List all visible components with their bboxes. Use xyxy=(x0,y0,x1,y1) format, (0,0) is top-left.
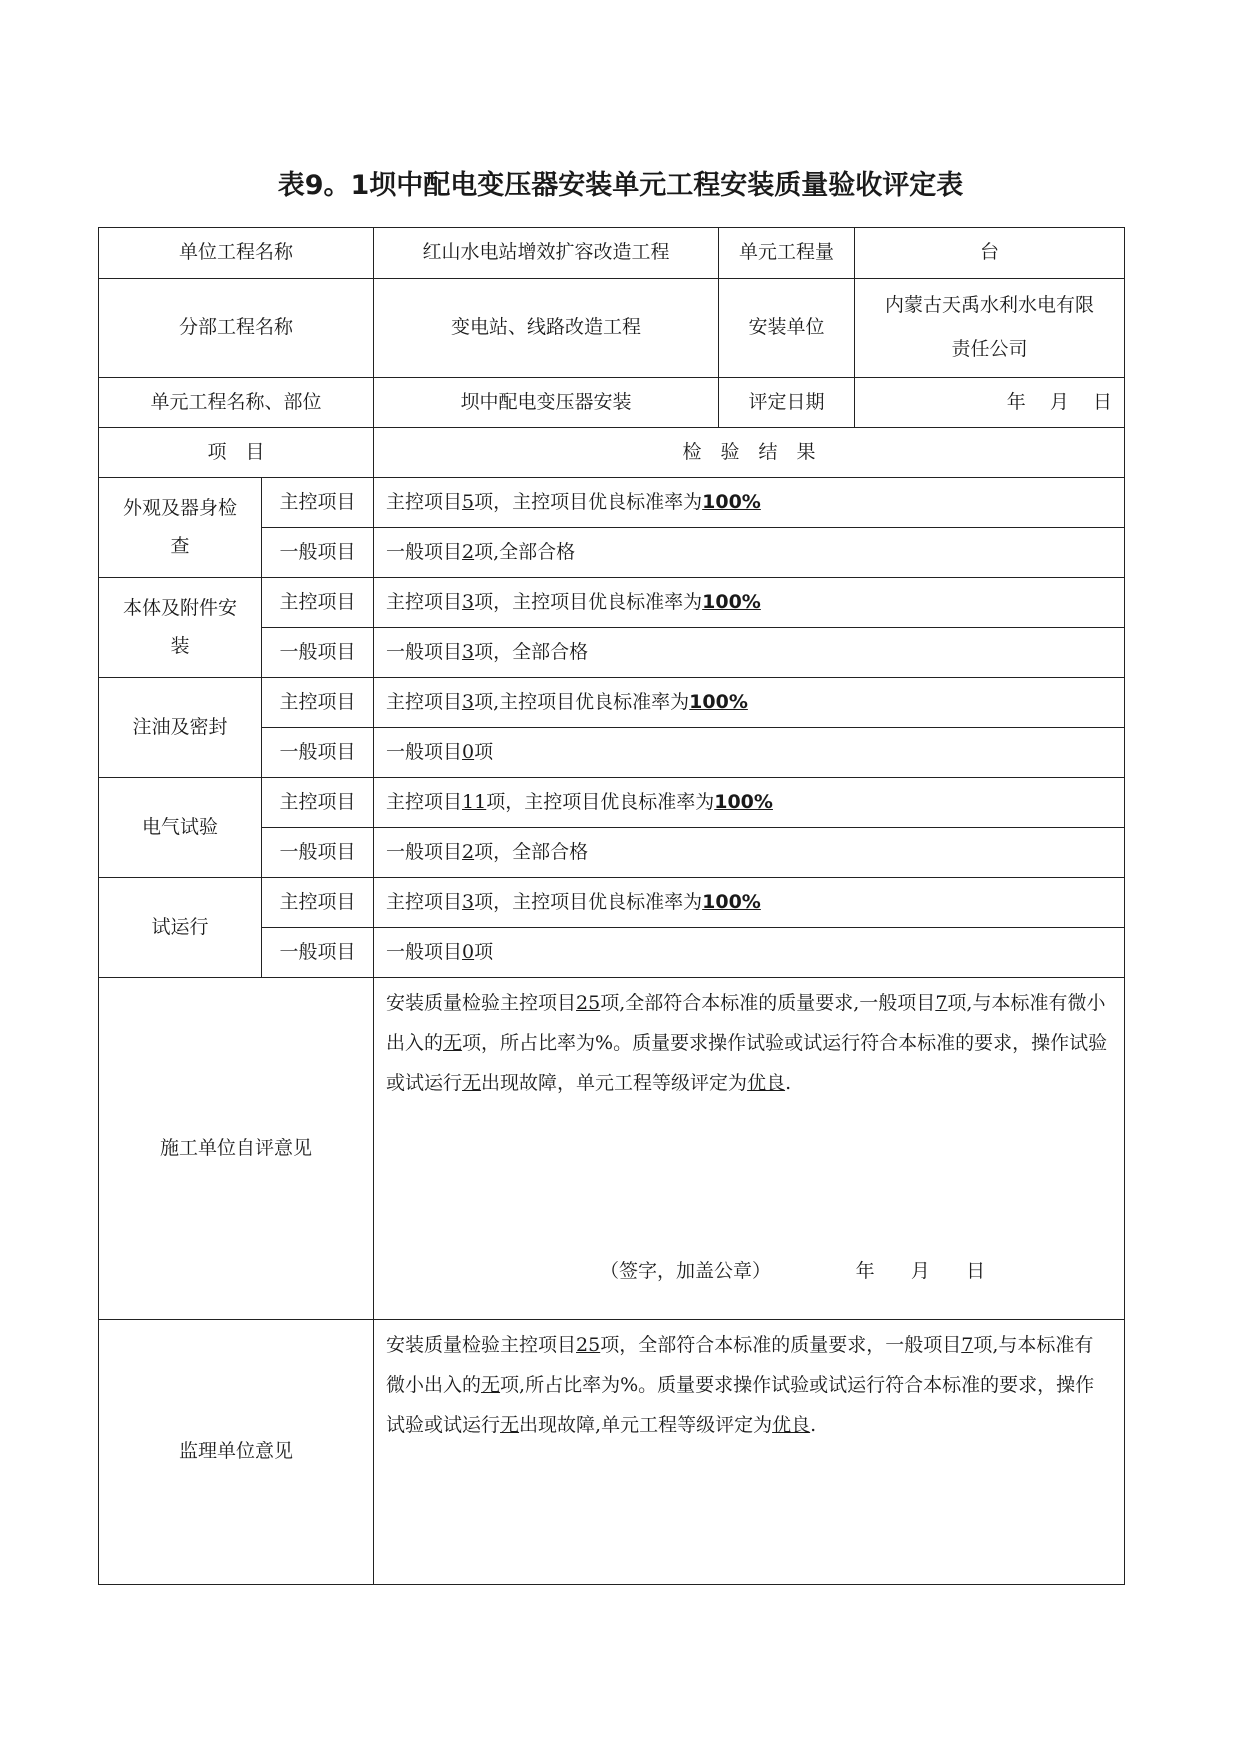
page-title: 表9。1坝中配电变压器安装单元工程安装质量验收评定表 xyxy=(277,170,964,201)
signature-label: （签字，加盖公章） xyxy=(600,1259,772,1282)
supervisor-opinion-label: 监理单位意见 xyxy=(99,1320,374,1585)
fault-status: 无 xyxy=(462,1071,482,1094)
deviation-count: 无 xyxy=(443,1031,463,1054)
item-result: 主控项目11项，主控项目优良标准率为100% xyxy=(374,778,1125,828)
item-result: 主控项目5项，主控项目优良标准率为100% xyxy=(374,478,1125,528)
signature-date: 年 月 日 xyxy=(855,1259,986,1282)
supervisor-opinion xyxy=(374,1320,1125,1585)
section-name-line-1: 本体及附件安 xyxy=(122,597,237,620)
unit-project-label: 单位工程名称 xyxy=(99,228,374,279)
section-name-line-2: 装 xyxy=(170,634,190,657)
table-row xyxy=(99,878,1125,928)
item-type: 一般项目 xyxy=(262,828,374,878)
item-count: 11 xyxy=(462,790,487,813)
division-row xyxy=(99,279,1125,378)
quality-grade: 优良 xyxy=(747,1071,786,1094)
item-count: 2 xyxy=(462,540,475,563)
main-item-count: 25 xyxy=(576,1334,601,1356)
division-value: 变电站、线路改造工程 xyxy=(374,279,719,378)
item-count: 3 xyxy=(462,590,475,613)
fault-status: 无 xyxy=(500,1413,520,1436)
item-type: 主控项目 xyxy=(262,478,374,528)
pass-rate: 100% xyxy=(702,490,761,513)
item-result: 主控项目3项，主控项目优良标准率为100% xyxy=(374,578,1125,628)
item-result: 一般项目0项 xyxy=(374,928,1125,978)
element-name-label: 单元工程名称、部位 xyxy=(99,378,374,428)
installer-label: 安装单位 xyxy=(719,279,855,378)
item-type: 一般项目 xyxy=(262,728,374,778)
deviation-count: 无 xyxy=(481,1373,501,1396)
table-row xyxy=(99,678,1125,728)
signature-line xyxy=(386,1252,1112,1292)
element-name-row xyxy=(99,378,1125,428)
section-name xyxy=(99,478,262,578)
table-row xyxy=(99,478,1125,528)
division-label: 分部工程名称 xyxy=(99,279,374,378)
installer-line-2: 责任公司 xyxy=(951,338,1028,360)
eval-date-label: 评定日期 xyxy=(719,378,855,428)
eval-date-value: 年 月 日 xyxy=(855,378,1125,428)
unit-project-value: 红山水电站增效扩容改造工程 xyxy=(374,228,719,279)
section-name xyxy=(99,578,262,678)
pass-rate: 100% xyxy=(714,790,773,813)
item-count: 3 xyxy=(462,640,475,663)
element-qty-label: 单元工程量 xyxy=(719,228,855,279)
item-type: 主控项目 xyxy=(262,878,374,928)
installer-value xyxy=(855,279,1125,378)
table-row xyxy=(99,578,1125,628)
item-count: 0 xyxy=(462,740,475,763)
item-type: 主控项目 xyxy=(262,578,374,628)
quality-grade: 优良 xyxy=(772,1413,811,1436)
contractor-opinion-label: 施工单位自评意见 xyxy=(99,978,374,1320)
item-result: 一般项目2项,全部合格 xyxy=(374,528,1125,578)
item-column-header: 项 目 xyxy=(99,428,374,478)
supervisor-opinion-row xyxy=(99,1320,1125,1585)
item-type: 主控项目 xyxy=(262,678,374,728)
item-count: 5 xyxy=(462,490,475,513)
section-name-line-2: 查 xyxy=(170,534,190,557)
pass-rate: 100% xyxy=(702,590,761,613)
main-item-count: 25 xyxy=(576,992,601,1014)
installer-line-1: 内蒙古天禹水利水电有限 xyxy=(885,294,1095,317)
general-item-count: 7 xyxy=(961,1334,974,1356)
pass-rate: 100% xyxy=(702,890,761,913)
pass-rate: 100% xyxy=(689,690,748,713)
general-item-count: 7 xyxy=(935,992,948,1014)
unit-project-row xyxy=(99,228,1125,279)
item-type: 一般项目 xyxy=(262,628,374,678)
supervisor-opinion-text: 安装质量检验主控项目25项，全部符合本标准的质量要求，一般项目7项,与本标准有微小出入的无项,所占比率为%。质量要求操作试验或试运行符合本标准的要求，操作试验或试运行无出现故障,单元工程等级评定为优良. xyxy=(386,1334,1095,1436)
contractor-opinion-row xyxy=(99,978,1125,1320)
item-result: 主控项目3项,主控项目优良标准率为100% xyxy=(374,678,1125,728)
result-column-header: 检 验 结 果 xyxy=(374,428,1125,478)
acceptance-form-table xyxy=(98,227,1125,1585)
item-count: 3 xyxy=(462,890,475,913)
element-qty-value: 台 xyxy=(855,228,1125,279)
item-type: 一般项目 xyxy=(262,928,374,978)
section-name: 电气试验 xyxy=(99,778,262,878)
item-count: 2 xyxy=(462,840,475,863)
item-count: 0 xyxy=(462,940,475,963)
element-name-value: 坝中配电变压器安装 xyxy=(374,378,719,428)
table-row xyxy=(99,778,1125,828)
item-result: 一般项目2项，全部合格 xyxy=(374,828,1125,878)
section-name: 注油及密封 xyxy=(99,678,262,778)
item-count: 3 xyxy=(462,690,475,713)
item-result: 一般项目0项 xyxy=(374,728,1125,778)
contractor-opinion xyxy=(374,978,1125,1320)
item-type: 一般项目 xyxy=(262,528,374,578)
item-result: 一般项目3项，全部合格 xyxy=(374,628,1125,678)
item-result: 主控项目3项，主控项目优良标准率为100% xyxy=(374,878,1125,928)
column-header-row xyxy=(99,428,1125,478)
section-name-line-1: 外观及器身检 xyxy=(122,497,237,520)
contractor-opinion-text: 安装质量检验主控项目25项,全部符合本标准的质量要求,一般项目7项,与本标准有微小出入的无项，所占比率为%。质量要求操作试验或试运行符合本标准的要求，操作试验或试运行无出现故障，单元工程等级评定为优良. xyxy=(386,992,1108,1094)
item-type: 主控项目 xyxy=(262,778,374,828)
section-name: 试运行 xyxy=(99,878,262,978)
